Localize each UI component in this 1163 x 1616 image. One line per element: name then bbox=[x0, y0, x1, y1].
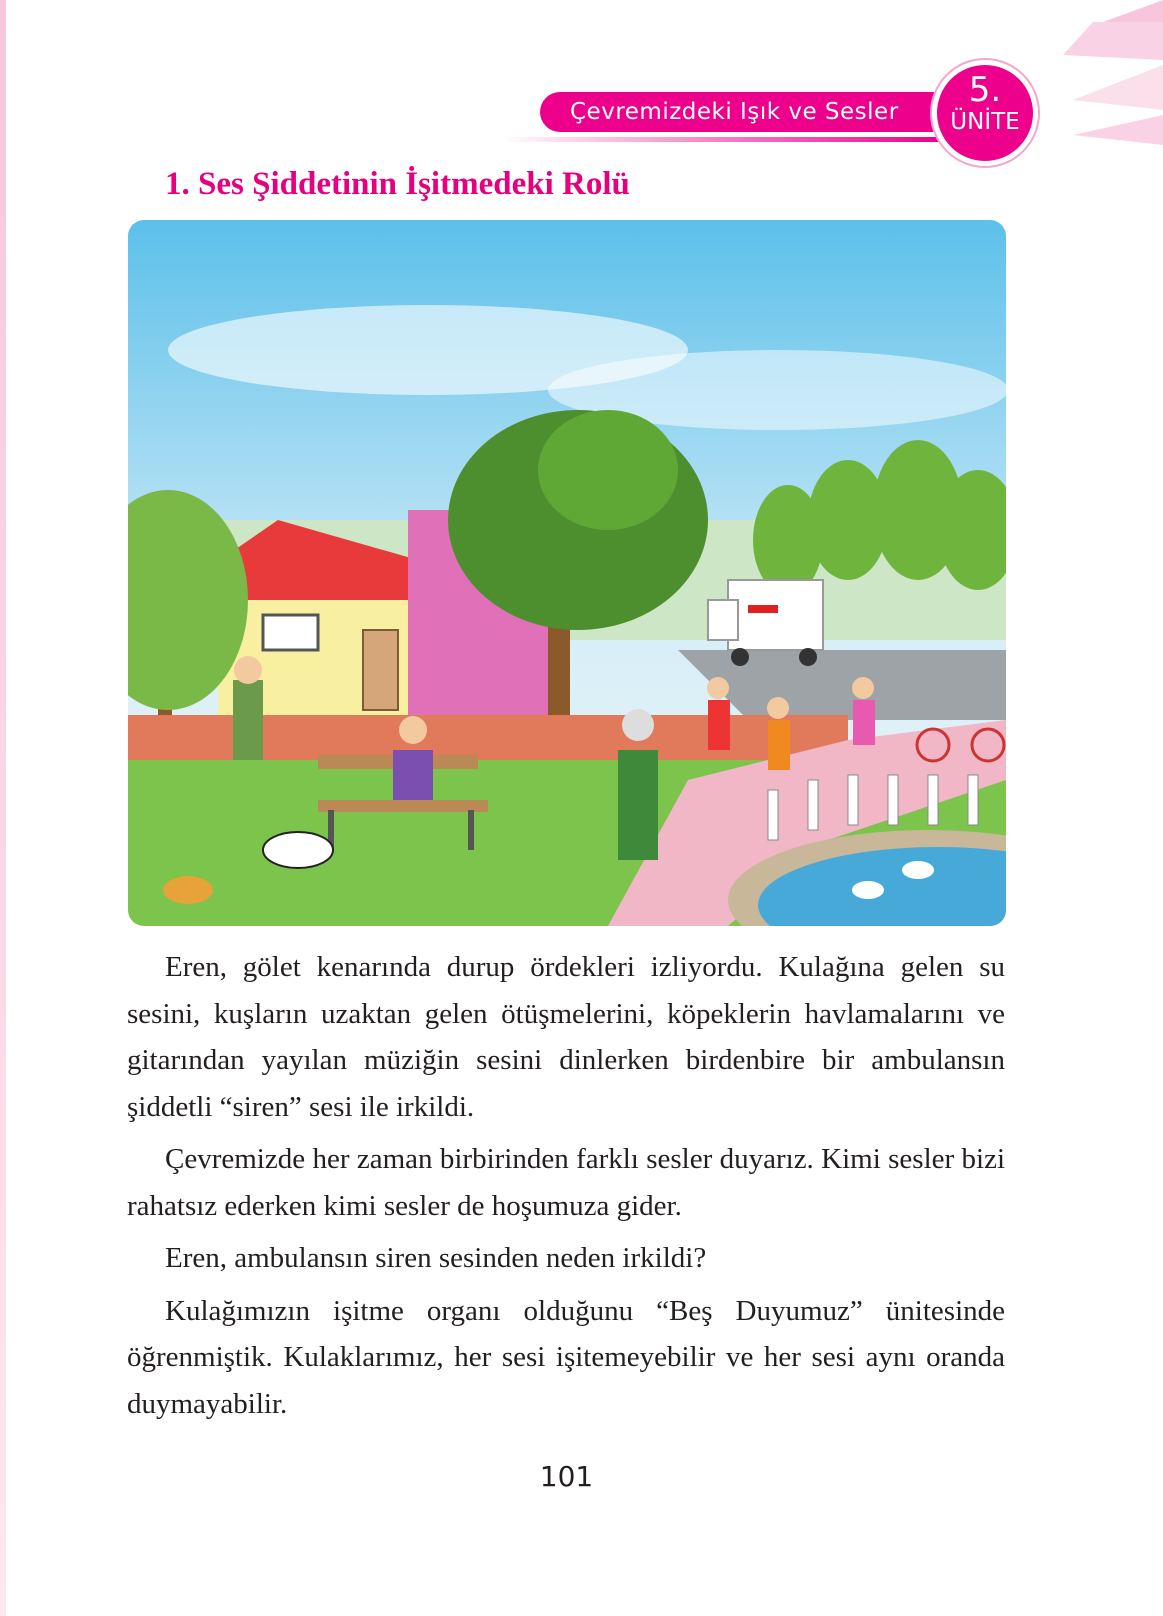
unit-number: 5. bbox=[968, 70, 1002, 110]
unit-label: ÜNİTE bbox=[950, 109, 1020, 135]
paragraph: Çevremizde her zaman birbirinden farklı sesler duyarız. Kimi sesler bizi rahatsız ederken kimi sesler de hoşumuza gider. bbox=[127, 1143, 1005, 1222]
body-text bbox=[127, 944, 1005, 1433]
park-scene-illustration bbox=[128, 220, 1006, 926]
section-title: 1. Ses Şiddetinin İşitmedeki Rolü bbox=[165, 166, 630, 202]
question-paragraph: Eren, ambulansın siren sesinden neden irkildi? bbox=[165, 1242, 707, 1274]
page-edge-decoration bbox=[0, 0, 6, 1616]
unit-title-banner: Çevremizdeki Işık ve Sesler bbox=[540, 92, 950, 132]
unit-badge bbox=[932, 60, 1038, 166]
paragraph: Eren, gölet kenarında durup ördekleri izliyordu. Kulağına gelen su sesini, kuşların uzaktan gelen ötüşmelerini, köpeklerin havlamalarını ve gitarından yayılan müziğin sesini dinlerken birdenbire bir ambulansın şiddetli “siren” sesi ile irkildi. bbox=[127, 951, 1005, 1123]
banner-underline bbox=[500, 137, 940, 142]
page-number: 101 bbox=[539, 1460, 594, 1493]
paragraph: Kulağımızın işitme organı olduğunu “Beş Duyumuz” ünitesinde öğrenmiştik. Kulaklarımız, her sesi işitemeyebilir ve her sesi aynı oranda duymayabilir. bbox=[127, 1294, 1005, 1420]
